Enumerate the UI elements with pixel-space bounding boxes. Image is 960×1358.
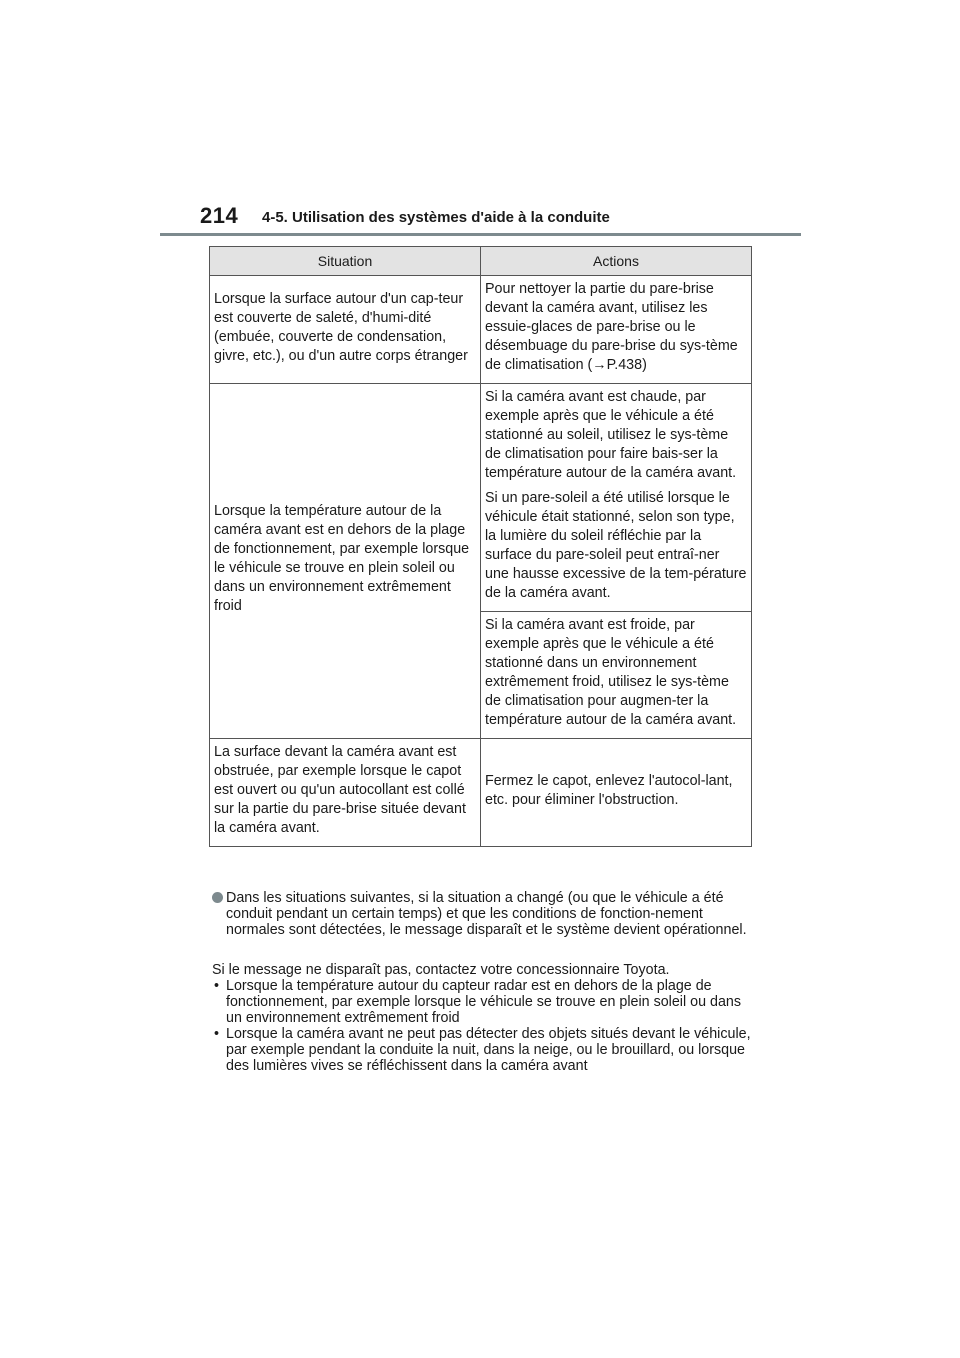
bullet-mark-icon: • (214, 978, 220, 994)
info-paragraph (212, 962, 757, 1074)
bullet-note-text: Dans les situations suivantes, si la situation a changé (ou que le véhicule a été conduit pendant un certain temps) et que les conditions de fonction-nement normales sont détectées, le message disparaît et le système devient opérationnel. (226, 890, 747, 938)
action-text: Pour nettoyer la partie du pare-brise devant la caméra avant, utilisez les essuie-glaces de pare-brise ou le désembuage du pare-brise du sys-tème de climatisation (→P.438) (485, 281, 738, 373)
situation-cell (210, 739, 481, 847)
table-row (210, 276, 752, 384)
bullet-note (212, 890, 752, 938)
action-text: Si la caméra avant est froide, par exemple après que le véhicule a été stationné dans un environnement extrêmement froid, utilisez le sys-tème de climatisation pour augmen-ter la température autour de la caméra avant. (485, 617, 737, 728)
table-header-row (210, 247, 752, 276)
page-number: 214 (200, 203, 239, 228)
situation-text: La surface devant la caméra avant est obstruée, par exemple lorsque le capot est ouvert ou qu'un autocollant est collé sur la partie du pare-brise située devant la caméra avant. (214, 744, 466, 836)
table-row (210, 739, 752, 847)
situation-cell (210, 384, 481, 739)
column-header-situation: Situation (210, 247, 481, 276)
situation-text: Lorsque la température autour de la caméra avant est en dehors de la plage de fonctionnement, par exemple lorsque le véhicule se trouve en plein soleil ou dans un environnement extrêmement froid (214, 503, 470, 614)
table-row (210, 384, 752, 612)
header-divider (160, 233, 801, 236)
actions-cell (481, 612, 752, 739)
situation-text: Lorsque la surface autour d'un cap-teur est couverte de saleté, d'humi-dité (embuée, couverte de condensation, givre, etc.), ou d'un autre corps étranger (214, 290, 468, 364)
info-intro: Si le message ne disparaît pas, contactez votre concessionnaire Toyota. (212, 962, 670, 978)
list-item (212, 1026, 757, 1074)
action-text: Si la caméra avant est chaude, par exemple après que le véhicule a été stationné au soleil, utilisez le sys-tème de climatisation pour faire bais-ser la température autour de la caméra avant. (485, 389, 737, 481)
list-item (212, 978, 757, 1026)
action-text: Fermez le capot, enlevez l'autocol-lant, etc. pour éliminer l'obstruction. (485, 772, 733, 808)
actions-cell (481, 739, 752, 847)
bullet-mark-icon: • (214, 1026, 220, 1042)
action-text: Si un pare-soleil a été utilisé lorsque le véhicule était stationné, selon son type, la lumière du soleil réfléchie par la surface du pare-soleil peut entraî-ner une hausse excessive de la tem-pérature de la caméra avant. (485, 490, 747, 601)
bullet-dot-icon (212, 892, 223, 903)
actions-cell (481, 276, 752, 384)
list-item-text: Lorsque la température autour du capteur radar est en dehors de la plage de fonctionnement, par exemple lorsque le véhicule se trouve en plein soleil ou dans un environnement extrêmement froid (226, 978, 742, 1026)
condition-list (212, 978, 757, 1074)
situation-actions-table (209, 246, 752, 847)
section-title: 4-5. Utilisation des systèmes d'aide à la conduite (262, 209, 610, 226)
actions-cell (481, 384, 752, 612)
list-item-text: Lorsque la caméra avant ne peut pas détecter des objets situés devant le véhicule, par exemple pendant la conduite la nuit, dans la neige, ou le brouillard, ou lorsque des lumières vives se réfléchissent dans la caméra avant (226, 1026, 751, 1074)
situation-cell (210, 276, 481, 384)
column-header-actions: Actions (481, 247, 752, 276)
